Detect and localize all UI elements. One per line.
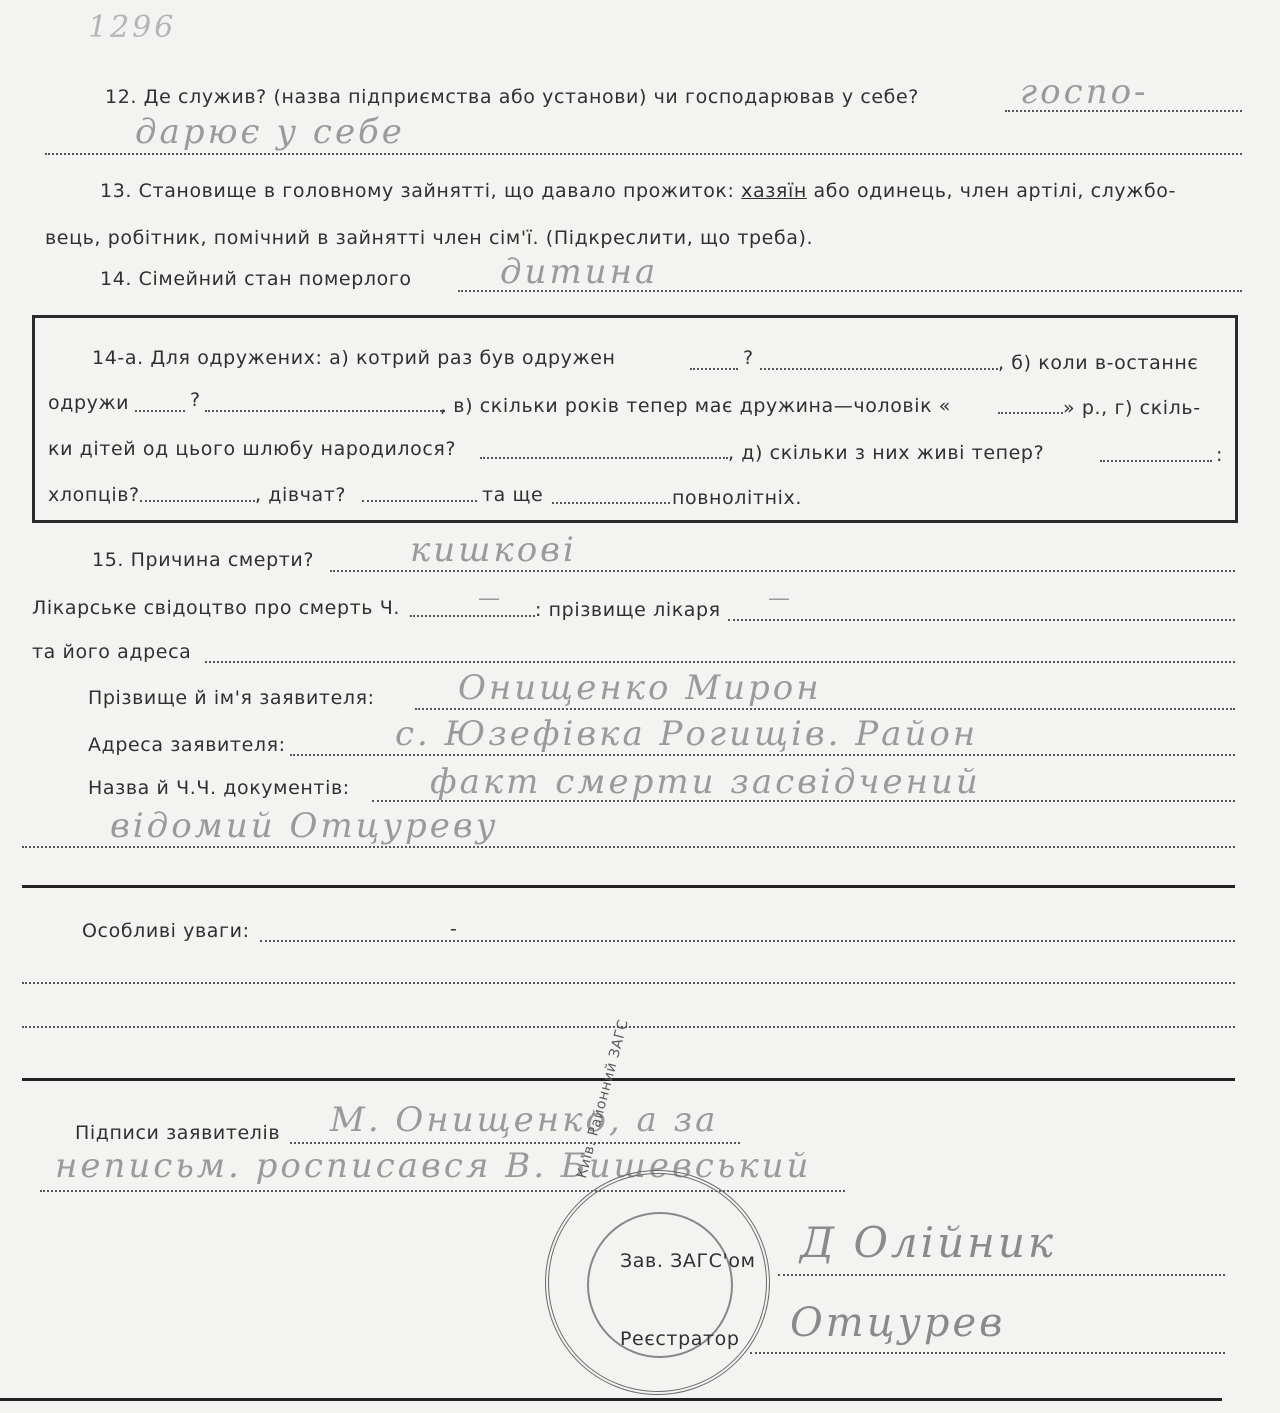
q13-line-2: вець, робітник, помічний в зайнятті член сім'ї. (Підкреслити, що треба). bbox=[45, 227, 814, 249]
zags-signature: Д Олійник bbox=[800, 1218, 1056, 1267]
q14a-fill-10 bbox=[552, 502, 670, 504]
applicant-address-label: Адреса заявителя: bbox=[88, 734, 286, 756]
q14a-line-4-b: , дівчат? bbox=[255, 484, 347, 506]
q14a-fill-3 bbox=[135, 410, 185, 412]
documents-label: Назва й Ч.Ч. документів: bbox=[88, 777, 350, 799]
remarks-label: Особливі уваги: bbox=[82, 920, 250, 942]
doctor-address-label: та його адреса bbox=[32, 641, 192, 663]
q14a-fill-9 bbox=[362, 500, 477, 502]
q14a-fill-6 bbox=[480, 457, 728, 459]
q14a-line-4-d: повнолітніх. bbox=[672, 487, 802, 509]
q14a-fill-5 bbox=[998, 412, 1063, 414]
remarks-line-2 bbox=[22, 982, 1235, 984]
documents-answer-2: відомий Отцуреву bbox=[110, 806, 499, 846]
q15-line bbox=[330, 570, 1235, 572]
medical-label-a: Лікарське свідоцтво про смерть Ч. bbox=[32, 597, 400, 619]
medical-label-b: : прізвище лікаря bbox=[535, 599, 721, 621]
q12-answer-1: госпо- bbox=[1020, 72, 1149, 112]
q14-answer: дитина bbox=[500, 252, 659, 292]
q14a-line-2-b: ? bbox=[190, 389, 201, 411]
medical-fill-1 bbox=[410, 615, 535, 617]
q14a-fill-7 bbox=[1100, 460, 1212, 462]
signatures-label: Підписи заявителів bbox=[75, 1122, 281, 1144]
applicant-name-answer: Онищенко Мирон bbox=[458, 668, 822, 708]
q14a-line-4-a: хлопців? bbox=[48, 484, 140, 506]
medical-dash-2: — bbox=[768, 586, 793, 611]
medical-fill-2 bbox=[728, 619, 1235, 621]
applicant-address-answer: с. Юзефівка Рогищів. Район bbox=[395, 714, 979, 754]
q14a-fill-8 bbox=[140, 500, 255, 502]
medical-dash-1: — bbox=[478, 586, 503, 611]
signatures-answer-1: М. Онищенко, а за bbox=[330, 1100, 719, 1140]
q14a-line-4-c: та ще bbox=[482, 484, 544, 506]
registrar-line bbox=[750, 1352, 1225, 1354]
applicant-name-line bbox=[415, 708, 1235, 710]
q14a-line-3-b: , д) скільки з них живі тепер? bbox=[728, 442, 1045, 464]
q14a-line-2-c: , в) скільки років тепер має дружина—чоловік « bbox=[440, 395, 952, 417]
bottom-rule bbox=[0, 1398, 1222, 1401]
q12-answer-2: дарює у себе bbox=[135, 112, 405, 152]
doctor-address-line bbox=[205, 661, 1235, 663]
q14a-line-1-b: ? bbox=[743, 347, 754, 369]
corner-note: 1296 bbox=[88, 10, 177, 45]
registrar-signature: Отцурев bbox=[790, 1300, 1006, 1346]
section-rule-2 bbox=[22, 1078, 1235, 1081]
official-stamp bbox=[545, 1170, 770, 1395]
q12-label: 12. Де служив? (назва підприємства або установи) чи господарював у себе? bbox=[105, 86, 919, 108]
q14a-line-3-c: : bbox=[1216, 444, 1224, 466]
documents-answer-1: факт смерти засвідчений bbox=[430, 762, 981, 802]
applicant-name-label: Прізвище й ім'я заявителя: bbox=[88, 687, 375, 709]
q14-label: 14. Сімейний стан померлого bbox=[100, 268, 412, 290]
signatures-line-1 bbox=[290, 1142, 740, 1144]
q13-underlined-option: хазяїн bbox=[741, 180, 807, 202]
registrar-label: Реєстратор bbox=[620, 1328, 740, 1350]
applicant-address-line bbox=[290, 754, 1235, 756]
q12-line-2 bbox=[45, 153, 1242, 155]
q14a-line-3-a: ки дітей од цього шлюбу народилося? bbox=[48, 438, 457, 460]
remarks-dash: - bbox=[450, 918, 458, 940]
q15-answer: кишкові bbox=[410, 530, 577, 570]
q14a-line-1-c: , б) коли в-останнє bbox=[998, 352, 1199, 374]
q14a-line-1-a: 14-а. Для одружених: а) котрий раз був одружен bbox=[92, 347, 616, 369]
q14a-fill-2 bbox=[760, 368, 998, 370]
zags-label: Зав. ЗАГС'ом bbox=[620, 1250, 756, 1272]
q15-label: 15. Причина смерти? bbox=[92, 549, 315, 571]
zags-line bbox=[778, 1274, 1225, 1276]
documents-line-2 bbox=[22, 846, 1235, 848]
stamp-text: Київ. Районний ЗАГС bbox=[574, 1017, 632, 1181]
q14a-line-2-a: одружи bbox=[48, 392, 130, 414]
remarks-line-1 bbox=[260, 940, 1235, 942]
section-rule-1 bbox=[22, 885, 1235, 888]
q14a-fill-1 bbox=[690, 368, 738, 370]
q14a-fill-4 bbox=[205, 410, 445, 412]
q13-line-1: 13. Становище в головному зайнятті, що давало прожиток: хазяїн або одинець, член артілі, службо- bbox=[100, 180, 1176, 202]
q14a-line-2-d: » р., г) скіль- bbox=[1063, 397, 1201, 419]
signatures-answer-2: неписьм. росписався В. Бишевський bbox=[55, 1146, 812, 1186]
